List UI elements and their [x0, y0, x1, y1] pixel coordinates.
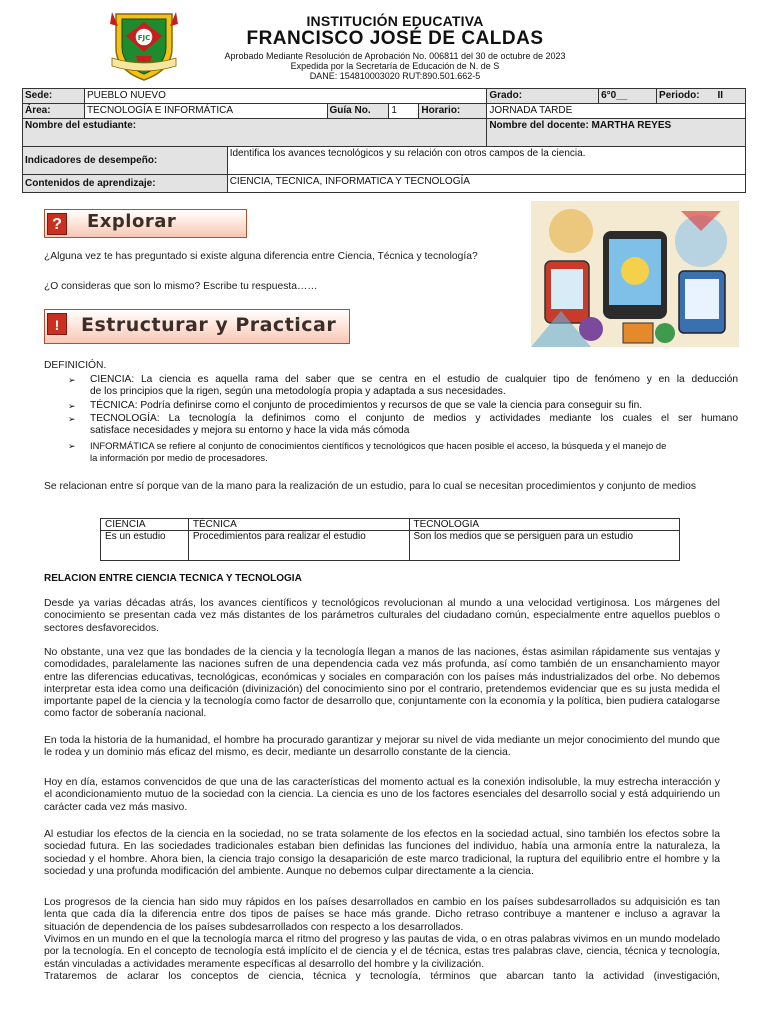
- table-header-tecnologia: TECNOLOGIA: [409, 519, 680, 531]
- comparison-table: [100, 518, 680, 561]
- sede-value: PUEBLO NUEVO: [84, 89, 486, 104]
- indicators-value: Identifica los avances tecnológicos y su relación con otros campos de la ciencia.: [227, 147, 745, 175]
- periodo-label-text: Periodo:: [659, 90, 700, 101]
- definition-line: la información por medio de procesadores.: [90, 452, 268, 463]
- indicators-label: Indicadores de desempeño:: [23, 147, 228, 175]
- issued-by-line: Expedida por la Secretaría de Educación de N. de S: [290, 61, 500, 71]
- technology-collage-image: [531, 201, 739, 347]
- paragraph: Los progresos de la ciencia han sido muy rápidos en los países desarrollados en cambio en los países subdesarrollados su adquisición es tan lenta que cada día la diferencia entre dos tipos de países se hace más grande. Dicho retraso contribuye a mantener e incluso a agravar la situación de dependencia de los países subdesarrollados con respecto a los desarrollados.: [44, 897, 720, 933]
- paragraph: Trataremos de aclarar los conceptos de ciencia, técnica y tecnología, términos que abarcan tanto la actividad (investigación,: [44, 971, 720, 982]
- table-header-tecnica: TÉCNICA: [188, 519, 409, 531]
- definition-line: satisface necesidades y mejora su entorno y hace la vida más cómoda: [90, 425, 410, 436]
- periodo-label: [657, 89, 746, 104]
- institution-line: INSTITUCIÓN EDUCATIVA: [306, 13, 484, 29]
- question-icon: ?: [47, 213, 67, 235]
- approval-line: Aprobado Mediante Resolución de Aprobación No. 006811 del 30 de octubre de 2023: [224, 51, 566, 61]
- paragraph: Desde ya varias décadas atrás, los avances científicos y tecnológicos revolucionan al mundo a una velocidad vertiginosa. Los márgenes del conocimiento se presentan cada vez más distantes de los parámetros culturales del ciudadano común, especialmente entre aquellos pueblos o sectores desfavorecidos.: [44, 598, 720, 634]
- area-label: Área:: [23, 104, 85, 119]
- arrow-bullet-icon: ➢: [68, 375, 76, 385]
- table-cell-ciencia: Es un estudio: [101, 531, 189, 561]
- definition-line: TECNOLOGÍA: La tecnología la definimos como el conjunto de medios y actividades mediante los cuales el ser humano: [90, 413, 738, 424]
- contents-value: CIENCIA, TECNICA, INFORMATICA Y TECNOLOGÍA: [227, 175, 745, 193]
- paragraph: No obstante, una vez que las bondades de la ciencia y la tecnología llegan a manos de las naciones, éstas asimilan rápidamente sus ventajas y comodidades, paralelamente las naciones sufren de una dependencia cada vez más profunda, así como también de un ensanchamiento mayor entre las diferencias educativas, tecnológicas, económicas y sociales en comparación con los países más industrializados del orbe. No debemos interpretar esta idea como una deificación (divinización) del conocimiento sino por el contrario, pretendemos evidenciar que es su justa medida el importante papel de la ciencia y la tecnología como factor de desarrollo que, conjuntamente con la economía y la política, bien pudiera catalogarse como factor de soberanía nacional.: [44, 647, 720, 720]
- table-cell-tecnologia: Son los medios que se persiguen para un estudio: [409, 531, 680, 561]
- estructurar-title: Estructurar y Practicar: [81, 314, 337, 336]
- guia-label: Guía No.: [327, 104, 389, 119]
- exclamation-icon: !: [47, 313, 67, 335]
- question-text-2: ¿O consideras que son lo mismo? Escribe tu respuesta……: [44, 281, 318, 292]
- estructurar-banner: [44, 309, 350, 344]
- explorar-title: Explorar: [87, 211, 177, 232]
- horario-value: JORNADA TARDE: [487, 104, 746, 119]
- student-info-table: [22, 88, 746, 193]
- paragraph: En toda la historia de la humanidad, el hombre ha procurado garantizar y mejorar su nivel de vida mediante un mejor conocimiento del mundo que le rodea y un dominio más eficaz del mismo, es decir, mediante un desarrollo constante de la ciencia.: [44, 735, 720, 759]
- student-name-field[interactable]: Nombre del estudiante:: [23, 119, 487, 147]
- contents-label: Contenidos de aprendizaje:: [23, 175, 228, 193]
- paragraph: Hoy en día, estamos convencidos de que una de las características del momento actual es la conexión indisoluble, la muy estrecha interacción y el acondicionamiento mutuo de la sociedad con la ciencia. La ciencia es uno de los factores esenciales del desarrollo social y está adquiriendo un carácter cada vez más masivo.: [44, 777, 720, 813]
- periodo-value: II: [717, 90, 723, 101]
- paragraph: Vivimos en un mundo en el que la tecnología marca el ritmo del progreso y las pautas de vida, o en otras palabras vivimos en un mundo modelado por la tecnología. En el concepto de tecnología está implícito el de ciencia y el de técnica, estas tres palabras clave, ciencia, técnica y tecnología, están vinculadas a actividades meramente específicas al desarrollo del hombre y la civilización.: [44, 934, 720, 970]
- svg-text:FJC: FJC: [137, 34, 151, 42]
- definition-line: TÉCNICA: Podría definirse como el conjunto de procedimientos y recursos de que se vale la ciencia para conseguir su fin.: [90, 400, 643, 411]
- table-cell-tecnica: Procedimientos para realizar el estudio: [188, 531, 409, 561]
- relation-subheading: RELACION ENTRE CIENCIA TECNICA Y TECNOLOGIA: [44, 573, 302, 584]
- dane-rut-line: DANE: 154810003020 RUT:890.501.662-5: [309, 71, 481, 81]
- teacher-name: Nombre del docente: MARTHA REYES: [487, 119, 746, 147]
- paragraph: Al estudiar los efectos de la ciencia en la sociedad, no se trata solamente de los efectos en la sociedad actual, sino también los efectos sobre la sociedad futura. En las sociedades tradicionales estaban bien definidas las funciones del individuo, había una armonía entre la naturaleza, la sociedad y el hombre. Ahora bien, la ciencia trajo consigo la desaparición de este marco tradicional, la ruptura del equilibrio entre el hombre y la sociedad y una profunda modificación del ambiente. Aunque no debemos culpar directamente a la ciencia.: [44, 829, 720, 877]
- school-shield-logo: [106, 8, 182, 84]
- definition-line: INFORMÁTICA se refiere al conjunto de conocimientos científicos y tecnológicos que hacen posible el acceso, la búsqueda y el manejo de: [90, 440, 667, 451]
- arrow-bullet-icon: ➢: [68, 441, 76, 451]
- table-header-ciencia: CIENCIA: [101, 519, 189, 531]
- definitions-heading: DEFINICIÓN.: [44, 360, 107, 371]
- arrow-bullet-icon: ➢: [68, 401, 76, 411]
- horario-label: Horario:: [419, 104, 487, 119]
- grado-value: 6°0__: [599, 89, 657, 104]
- guia-value: 1: [389, 104, 419, 119]
- grado-label: Grado:: [487, 89, 599, 104]
- school-name: FRANCISCO JOSÉ DE CALDAS: [246, 28, 544, 49]
- area-value: TECNOLOGÍA E INFORMÁTICA: [84, 104, 327, 119]
- sede-label: Sede:: [23, 89, 85, 104]
- definition-line: de los principios que la rigen, según una metodología propia y adaptada a sus necesidades.: [90, 386, 506, 397]
- arrow-bullet-icon: ➢: [68, 414, 76, 424]
- explorar-banner: [44, 209, 247, 238]
- definition-line: CIENCIA: La ciencia es aquella rama del saber que se centra en el estudio de cualquier tipo de fenómeno y en la deducción: [90, 374, 738, 385]
- question-text-1: ¿Alguna vez te has preguntado si existe alguna diferencia entre Ciencia, Técnica y tecnología?: [44, 251, 478, 262]
- relation-text: Se relacionan entre sí porque van de la mano para la realización de un estudio, para lo cual se necesitan procedimientos y conjunto de medios: [44, 481, 696, 492]
